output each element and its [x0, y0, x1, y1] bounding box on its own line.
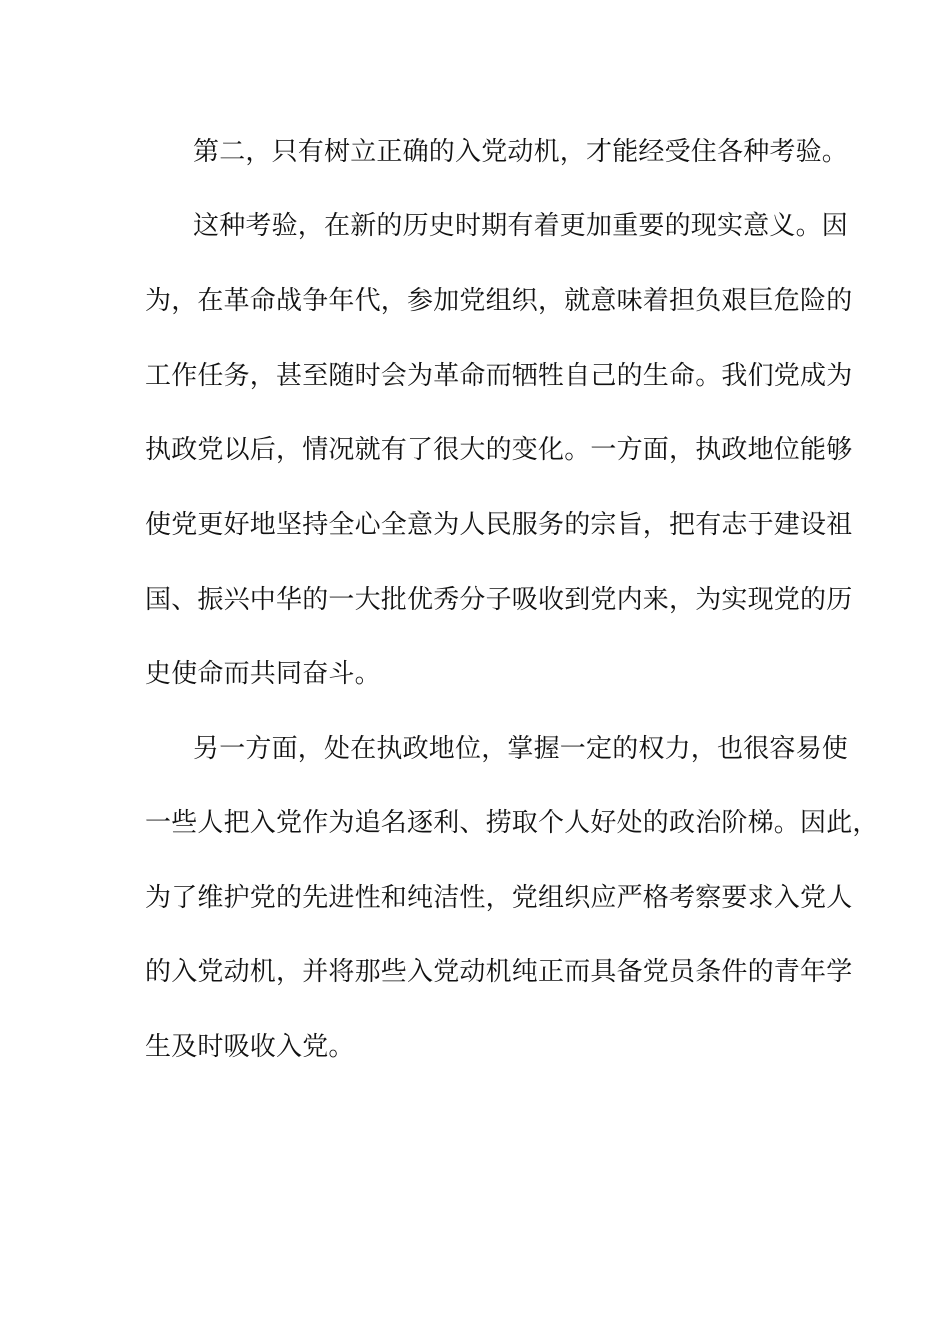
paragraph-3-line-4: 的入党动机，并将那些入党动机纯正而具备党员条件的青年学	[145, 957, 853, 987]
paragraph-3-line-5: 生及时吸收入党。	[145, 1032, 355, 1062]
paragraph-1-line-1: 第二，只有树立正确的入党动机，才能经受住各种考验。	[193, 137, 849, 167]
paragraph-2-line-3: 工作任务，甚至随时会为革命而牺牲自己的生命。我们党成为	[145, 361, 853, 391]
paragraph-2-line-4: 执政党以后，情况就有了很大的变化。一方面，执政地位能够	[145, 435, 853, 465]
paragraph-2-line-2: 为，在革命战争年代，参加党组织，就意味着担负艰巨危险的	[145, 286, 853, 316]
paragraph-2-line-1: 这种考验，在新的历史时期有着更加重要的现实意义。因	[193, 211, 849, 241]
paragraph-2-line-5: 使党更好地坚持全心全意为人民服务的宗旨，把有志于建设祖	[145, 510, 853, 540]
paragraph-3-line-1: 另一方面，处在执政地位，掌握一定的权力，也很容易使	[193, 734, 849, 764]
paragraph-2-line-7: 史使命而共同奋斗。	[145, 659, 381, 689]
paragraph-3-line-3: 为了维护党的先进性和纯洁性，党组织应严格考察要求入党人	[145, 883, 853, 913]
paragraph-2-line-6: 国、振兴中华的一大批优秀分子吸收到党内来，为实现党的历	[145, 585, 853, 615]
paragraph-3-line-2: 一些人把入党作为追名逐利、捞取个人好处的政治阶梯。因此，	[145, 808, 879, 838]
